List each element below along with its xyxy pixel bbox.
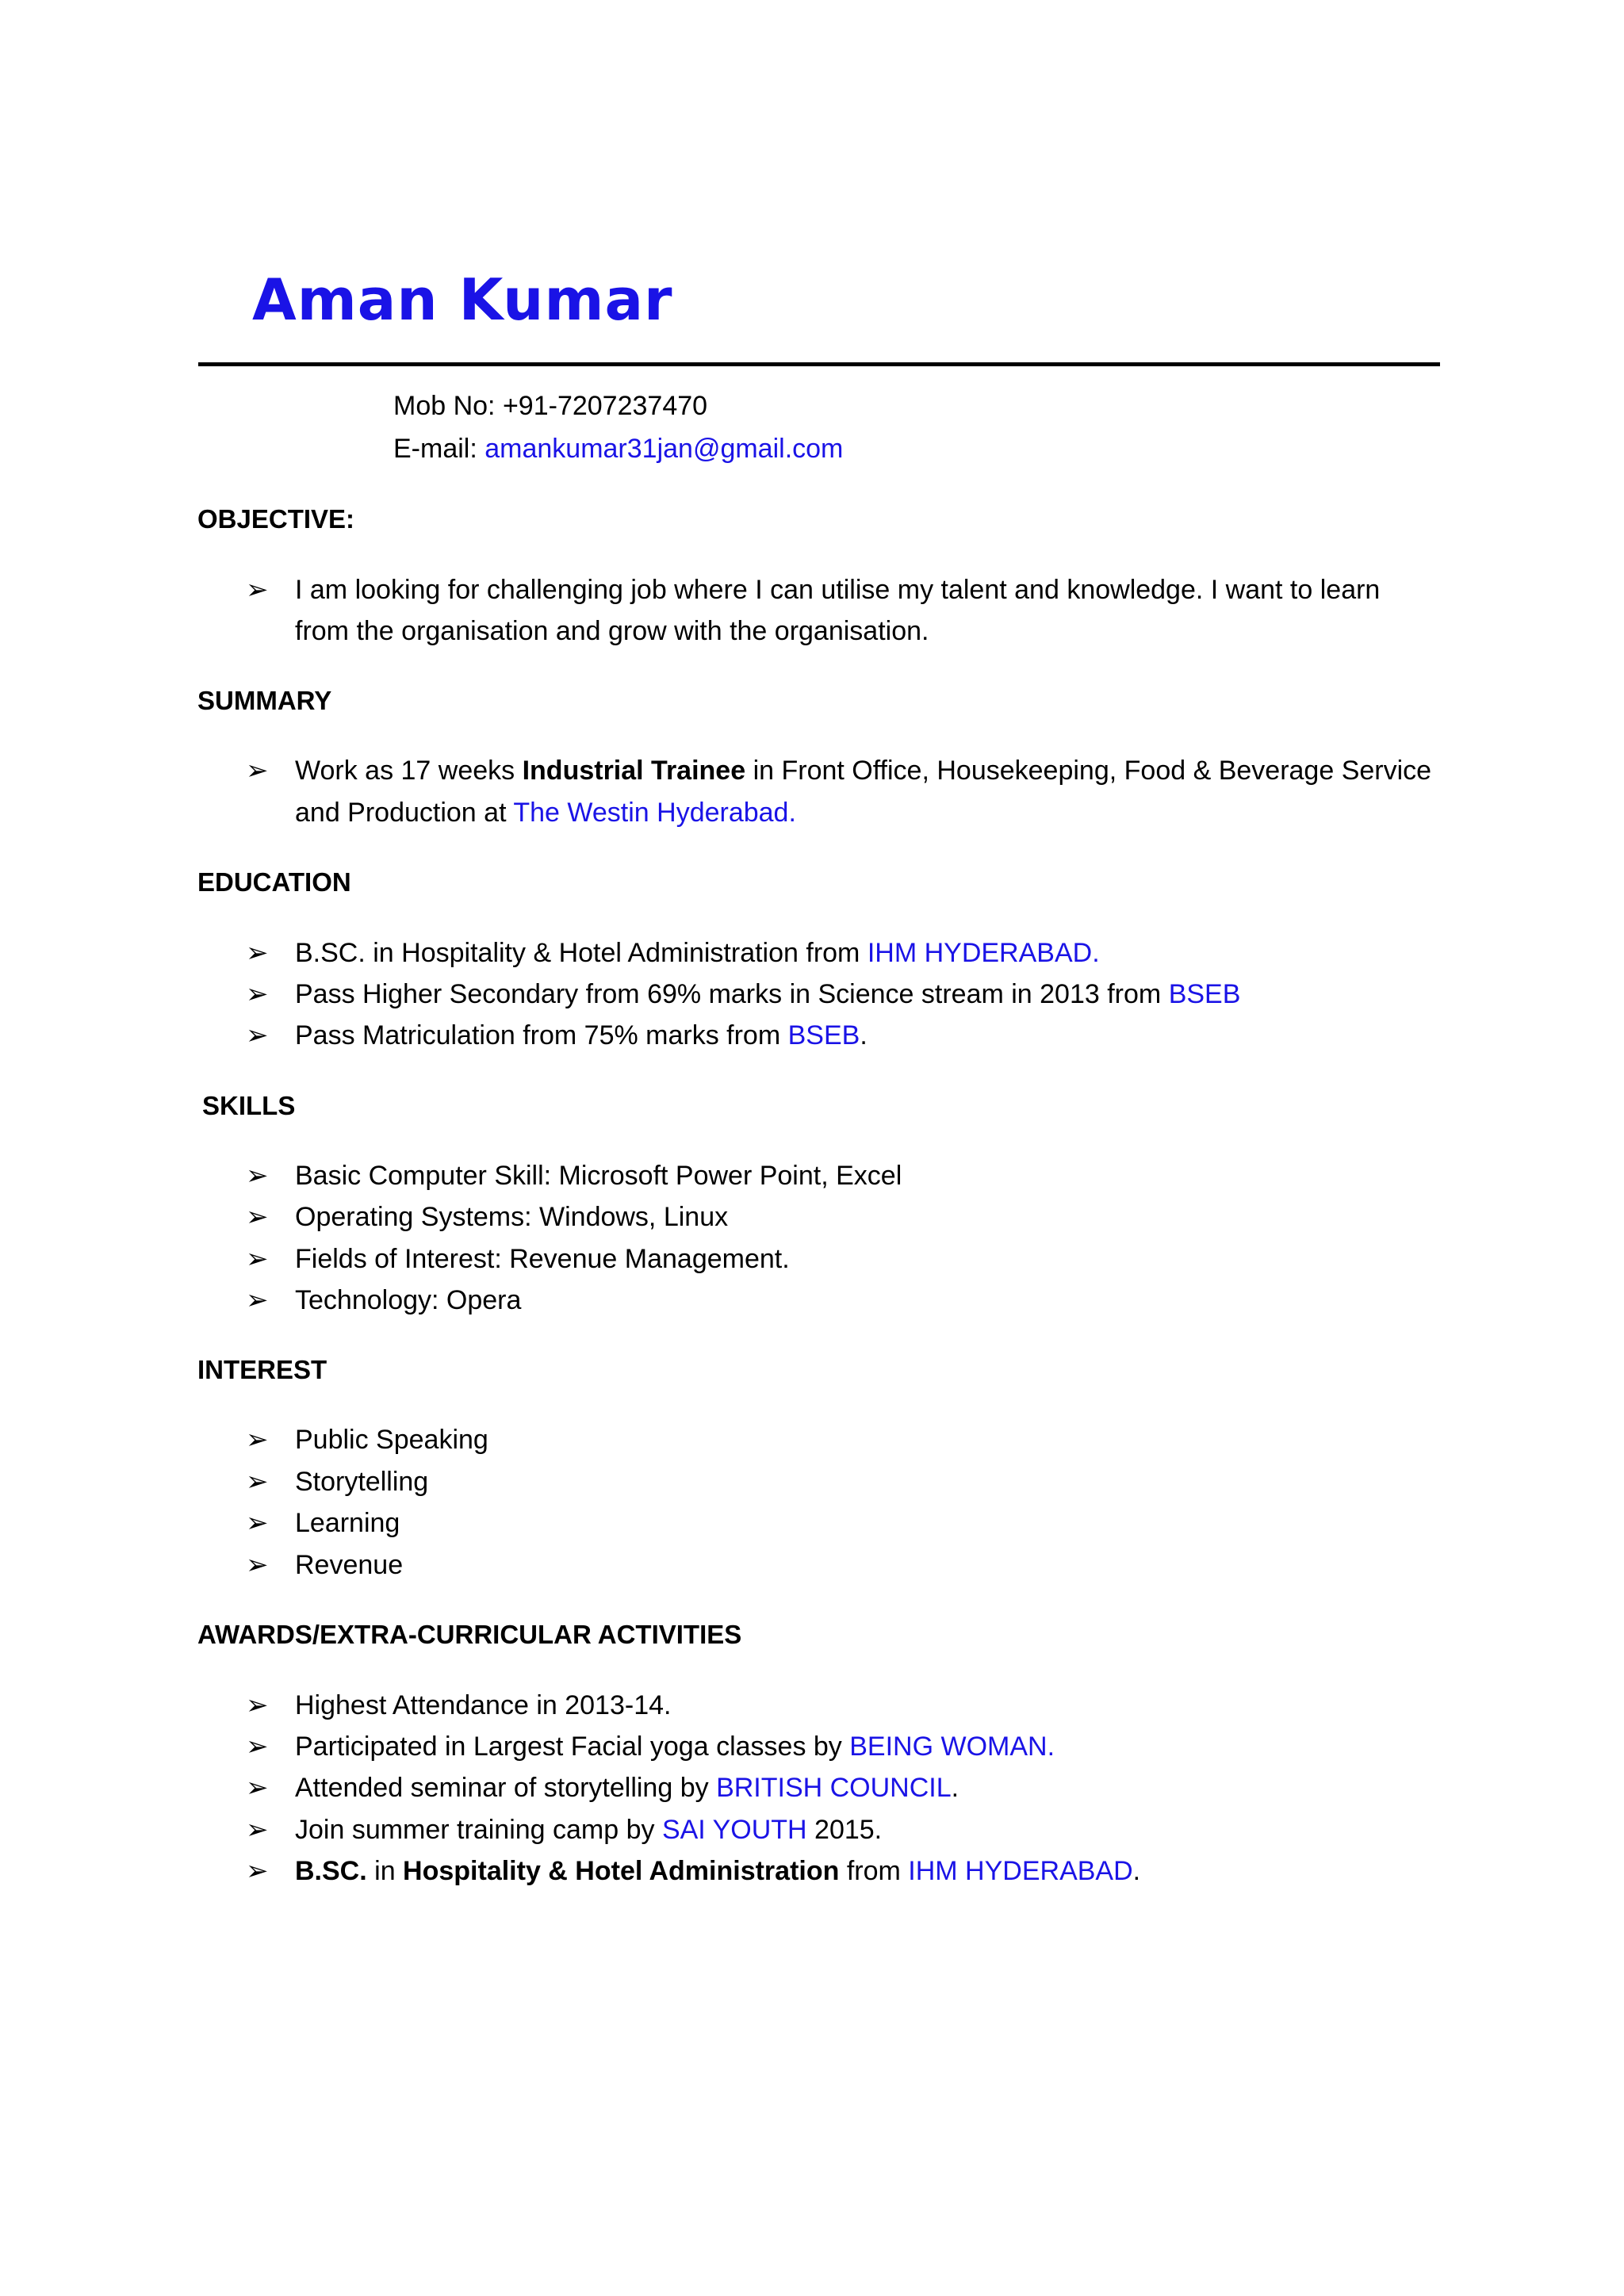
summary-heading: SUMMARY	[197, 686, 332, 715]
award-text: Highest Attendance in 2013-14.	[295, 1690, 672, 1720]
arrow-bullet-icon: ➢	[246, 1161, 269, 1191]
arrow-bullet-icon: ➢	[246, 1202, 269, 1232]
objective-heading: OBJECTIVE:	[197, 504, 355, 534]
award-text: in	[366, 1856, 404, 1886]
education-board-link[interactable]: BSEB	[787, 1020, 860, 1050]
arrow-bullet-icon: ➢	[246, 1508, 269, 1538]
email-line	[393, 433, 843, 465]
interest-text: Storytelling	[295, 1467, 429, 1497]
skills-heading: SKILLS	[202, 1091, 296, 1120]
education-heading: EDUCATION	[197, 867, 351, 897]
skill-text: Operating Systems: Windows, Linux	[295, 1202, 729, 1232]
award-suffix: .	[951, 1773, 959, 1803]
award-organiser-link[interactable]: BEING WOMAN.	[849, 1732, 1055, 1762]
education-board-link[interactable]: BSEB	[1168, 979, 1241, 1009]
arrow-bullet-icon: ➢	[246, 1244, 269, 1274]
award-suffix: 2015.	[814, 1815, 883, 1845]
header-divider	[198, 362, 1440, 366]
summary-text-2: and Production at	[295, 798, 514, 828]
award-text: from	[839, 1856, 909, 1886]
arrow-bullet-icon: ➢	[246, 1020, 269, 1050]
awards-heading: AWARDS/EXTRA-CURRICULAR ACTIVITIES	[197, 1620, 742, 1649]
skill-text: Basic Computer Skill: Microsoft Power Point, Excel	[295, 1161, 902, 1191]
award-suffix: .	[1132, 1856, 1141, 1886]
objective-line-1: I am looking for challenging job where I can utilise my talent and knowledge. I want to learn	[295, 575, 1381, 605]
arrow-bullet-icon: ➢	[246, 1285, 269, 1315]
interest-text: Revenue	[295, 1550, 404, 1580]
interest-text: Learning	[295, 1508, 400, 1538]
award-degree: B.SC.	[295, 1856, 367, 1886]
arrow-bullet-icon: ➢	[246, 1856, 269, 1886]
mobile-number: +91-7207237470	[502, 391, 708, 421]
award-field: Hospitality & Hotel Administration	[403, 1856, 840, 1886]
interest-heading: INTEREST	[197, 1355, 327, 1384]
arrow-bullet-icon: ➢	[246, 1425, 269, 1455]
summary-hotel-link[interactable]: The Westin Hyderabad.	[513, 798, 796, 828]
arrow-bullet-icon: ➢	[246, 756, 269, 786]
award-institution-link[interactable]: IHM HYDERABAD	[908, 1856, 1133, 1886]
skill-text: Technology: Opera	[295, 1285, 522, 1315]
email-label: E-mail:	[393, 434, 485, 464]
summary-line-2	[295, 792, 796, 833]
candidate-name: Aman Kumar	[252, 266, 673, 333]
summary-role: Industrial Trainee	[522, 756, 746, 786]
arrow-bullet-icon: ➢	[246, 1732, 269, 1762]
summary-departments: in Front Office, Housekeeping, Food & Beverage Service	[745, 756, 1432, 786]
mobile-line	[393, 390, 707, 422]
summary-line-1	[295, 750, 1431, 791]
education-text: Pass Higher Secondary from 69% marks in Science stream in 2013 from	[295, 979, 1169, 1009]
education-text: B.SC. in Hospitality & Hotel Administration from	[295, 938, 868, 968]
award-text: Attended seminar of storytelling by	[295, 1773, 717, 1803]
education-suffix: .	[860, 1020, 868, 1050]
arrow-bullet-icon: ➢	[246, 1550, 269, 1580]
award-text: Join summer training camp by	[295, 1815, 662, 1845]
arrow-bullet-icon: ➢	[246, 1815, 269, 1845]
arrow-bullet-icon: ➢	[246, 1467, 269, 1497]
arrow-bullet-icon: ➢	[246, 938, 269, 968]
arrow-bullet-icon: ➢	[246, 1773, 269, 1803]
arrow-bullet-icon: ➢	[246, 575, 269, 605]
skill-text: Fields of Interest: Revenue Management.	[295, 1244, 790, 1274]
award-organiser-link[interactable]: SAI YOUTH	[661, 1815, 815, 1845]
objective-line-2: from the organisation and grow with the organisation.	[295, 616, 929, 646]
education-text: Pass Matriculation from 75% marks from	[295, 1020, 788, 1050]
interest-text: Public Speaking	[295, 1425, 488, 1455]
education-institution-link[interactable]: IHM HYDERABAD.	[867, 938, 1100, 968]
award-organiser-link[interactable]: BRITISH COUNCIL	[716, 1773, 952, 1803]
arrow-bullet-icon: ➢	[246, 1690, 269, 1720]
email-link[interactable]: amankumar31jan@gmail.com	[485, 434, 844, 464]
arrow-bullet-icon: ➢	[246, 979, 269, 1009]
summary-text: Work as 17 weeks	[295, 756, 523, 786]
award-text: Participated in Largest Facial yoga classes by	[295, 1732, 850, 1762]
mobile-label: Mob No:	[393, 391, 503, 421]
